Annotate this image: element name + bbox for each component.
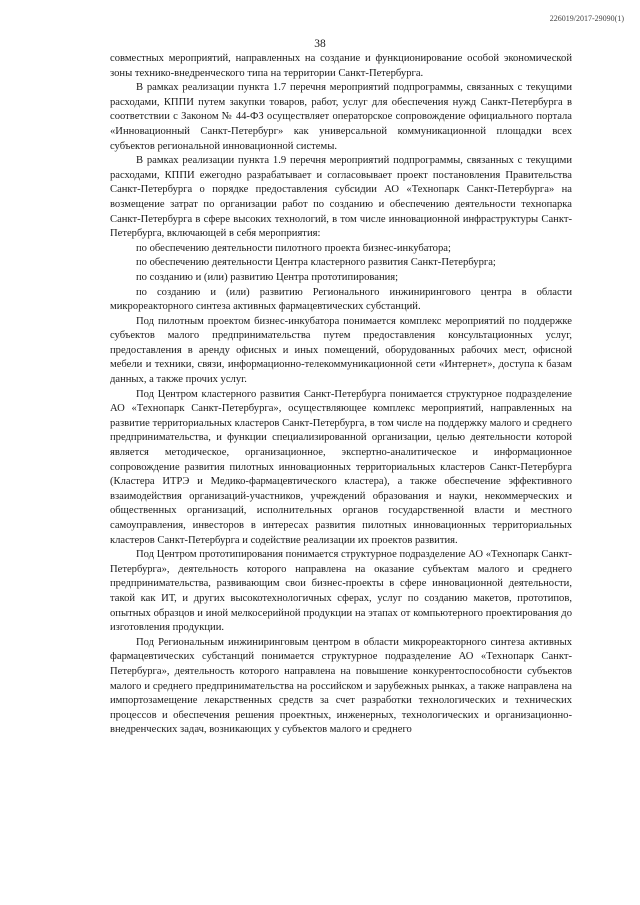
paragraph: совместных мероприятий, направленных на создание и функционирование особой экономической зоны технико-внедренческого типа на территории Санкт-Петербурга.	[110, 53, 572, 79]
list-item: по обеспечению деятельности Центра кластерного развития Санкт-Петербурга;	[136, 257, 496, 269]
document-body	[110, 52, 572, 738]
list-item: по созданию и (или) развитию Центра прототипирования;	[136, 271, 399, 283]
paragraph: Под Центром прототипирования понимается структурное подразделение АО «Технопарк Санкт-Петербурга», деятельность которого направлена на оказание субъектам малого и среднего предпринимательства, развивающим свои бизнес-проекты в сфере инновационной деятельности, такой как ИТ, и других высокотехнологичных сферах, услуг по созданию макетов, прототипов, опытных образцов и иной мелкосерийной продукции на этапах от компьютерного проектирования до изготовления продукции.	[110, 549, 572, 634]
paragraph: Под Центром кластерного развития Санкт-Петербурга понимается структурное подразделение АО «Технопарк Санкт-Петербурга», осуществляющее комплекс мероприятий, направленных на развитие территориальных кластеров Санкт-Петербурга, в том числе на поддержку малого и среднего предпринимательства, и функции специализированной организации, целью деятельности которой является методическое, организационное, экспертно-аналитическое и информационное сопровождение развития пилотных инновационных территориальных кластеров Санкт-Петербурга (Кластера ИТРЭ и Медико-фармацевтического кластера), а также обеспечение эффективного взаимодействия организаций-участников, учреждений образования и науки, некоммерческих и общественных организаций, исполнительных органов государственной власти и местного самоуправления, инвесторов в интересах развития пилотных инновационных территориальных кластеров Санкт-Петербурга и содействие реализации их проектов развития.	[110, 388, 572, 546]
paragraph: В рамках реализации пункта 1.7 перечня мероприятий подпрограммы, связанных с текущими расходами, КППИ путем закупки товаров, работ, услуг для обеспечения нужд Санкт-Петербурга в соответствии с Законом № 44-ФЗ осуществляет операторское сопровождение официального портала «Инновационный Санкт-Петербург» как универсальной коммуникационной площадки всех субъектов региональной инновационной системы.	[110, 82, 572, 152]
page-number: 38	[314, 38, 326, 50]
paragraph: Под пилотным проектом бизнес-инкубатора понимается комплекс мероприятий по поддержке субъектов малого предпринимательства путем предоставления консультационных услуг, предоставления в аренду офисных и иных помещений, оборудованных рабочих мест, офисной мебели и техники, связи, информационно-телекоммуникационной сети «Интернет», доступа к базам данных, а также прочих услуг.	[110, 315, 572, 386]
list-item: по созданию и (или) развитию Регионального инжинирингового центра в области микрореакторного синтеза активных фармацевтических субстанций.	[110, 286, 572, 313]
document-id: 226019/2017-29090(1)	[549, 14, 624, 23]
paragraph: В рамках реализации пункта 1.9 перечня мероприятий подпрограммы, связанных с текущими расходами, КППИ ежегодно разрабатывает и согласовывает проект постановления Правительства Санкт-Петербурга о порядке предоставления субсидии АО «Технопарк Санкт-Петербурга» на возмещение затрат по организации работ по созданию и обеспечению деятельности технопарка Санкт-Петербурга в сфере высоких технологий, в том числе инновационной инфраструктуры Санкт-Петербурга, включающей в себя мероприятия:	[110, 155, 572, 240]
paragraph: Под Региональным инжиниринговым центром в области микрореакторного синтеза активных фармацевтических субстанций понимается структурное подразделение АО «Технопарк Санкт-Петербурга», деятельность которого направлена на повышение конкурентоспособности субъектов малого и среднего предпринимательства на российском и зарубежных рынках, а также направлена на импортозамещение лекарственных средств за счет разработки технологических и технических процессов и обеспечения решения проектных, инженерных, технологических и организационно-внедренческих задач, возникающих у субъектов малого и среднего	[110, 636, 572, 736]
list-item: по обеспечению деятельности пилотного проекта бизнес-инкубатора;	[136, 242, 451, 254]
